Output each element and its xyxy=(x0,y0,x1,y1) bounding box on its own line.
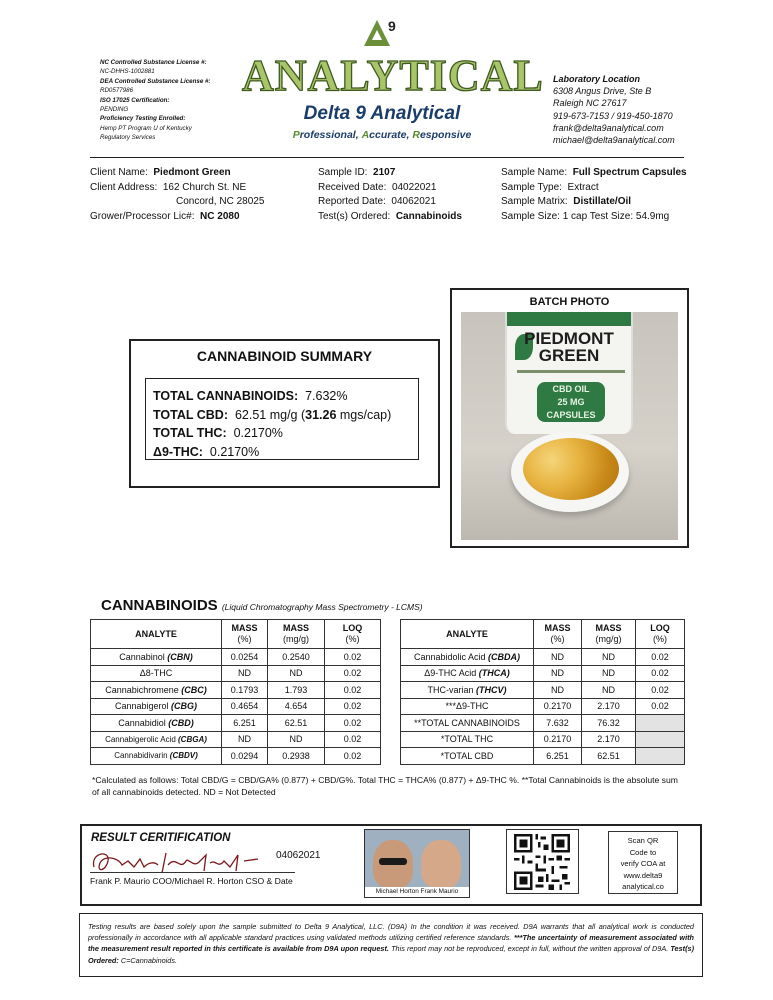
method-label: (Liquid Chromatography Mass Spectrometry - LCMS) xyxy=(221,602,423,612)
sample-type: Extract xyxy=(567,181,599,193)
calculation-note: *Calculated as follows: Total CBD/G = CBD/GA% (0.877) + CBD/G%. Total THC = THCA% (0.877) + Δ9-THC %. **Total Cannabinoids is the absolute sum of all cannabinoids detected. ND = Not Detected xyxy=(92,775,678,797)
license-block xyxy=(100,58,250,143)
license-value: PENDING xyxy=(100,106,129,114)
sample-name: Full Spectrum Capsules xyxy=(572,167,687,178)
signatory-names: Frank P. Maurio COO/Michael R. Horton CSO & Date xyxy=(90,876,293,886)
received-date: 04022021 xyxy=(391,181,437,193)
sample-id: 2107 xyxy=(373,167,396,178)
certification-title: RESULT CERITIFICATION xyxy=(91,832,231,844)
scan-qr-instructions: Scan QR Code to verify COA at www.delta9 analytical.co xyxy=(608,831,678,894)
client-name: Piedmont Green xyxy=(153,167,231,178)
license-value: Regulatory Services xyxy=(100,134,156,142)
table-row: Cannabigerol (CBG) 0.4654 4.654 0.02 ***Δ9-THC 0.2170 2.170 0.02 xyxy=(91,698,685,715)
lab-email-frank[interactable]: frank@delta9analytical.com xyxy=(553,122,664,133)
jar-brand: PIEDMONT GREEN xyxy=(524,329,614,365)
table-row: Cannabigerolic Acid (CBGA) ND ND 0.02 *TOTAL THC 0.2170 2.170 xyxy=(91,731,685,748)
table-row: Cannabidivarin (CBDV) 0.0294 0.2938 0.02 *TOTAL CBD 6.251 62.51 xyxy=(91,748,685,765)
license-title: Proficiency Testing Enrolled: xyxy=(100,115,186,123)
lab-address-line: 6308 Angus Drive, Ste B xyxy=(553,86,652,97)
summary-total-cannabinoids: 7.632% xyxy=(305,389,348,403)
sample-size: Sample Size: 1 cap Test Size: 54.9mg xyxy=(501,210,670,222)
header-divider xyxy=(90,157,684,158)
table-row: Δ8-THC ND ND 0.02 Δ9-THC Acid (THCA) ND ND 0.02 xyxy=(91,665,685,682)
summary-cbd-per-cap: 31.26 xyxy=(305,407,337,422)
client-city: Concord, NC 28025 xyxy=(176,196,265,207)
summary-d9-thc: 0.2170% xyxy=(209,444,260,459)
lab-email-michael[interactable]: michael@delta9analytical.com xyxy=(553,135,675,146)
reported-date: 04062021 xyxy=(391,196,436,207)
table-row: Cannabichromene (CBC) 0.1793 1.793 0.02 THC-varian (THCV) ND ND 0.02 xyxy=(91,682,685,699)
softgel-capsules xyxy=(523,438,619,500)
certification-date: 04062021 xyxy=(276,850,321,861)
license-value: NC-DHHS-1002881 xyxy=(100,68,155,76)
client-address: 162 Church St. NE xyxy=(162,181,247,193)
summary-total-cbd: 62.51 mg/g ( xyxy=(234,407,306,422)
license-title: NC Controlled Substance License #: xyxy=(100,59,207,66)
logo-tagline: Professional, Accurate, Responsive xyxy=(292,129,472,141)
sample-details: Sample Name: Full Spectrum Capsules Sample Type: Extract Sample Matrix: Distillate/Oil Sample Size: 1 cap Test Size: 54.9mg xyxy=(501,166,701,224)
lab-phone: 919-673-7153 / 919-450-1870 xyxy=(553,110,673,121)
client-info: Client Name: Piedmont Green Client Address: 162 Church St. NE Concord, NC 28025 Grower/Processor Lic#: NC 2080 xyxy=(90,166,310,224)
summary-values: TOTAL CANNABINOIDS: 7.632% TOTAL CBD: 62.51 mg/g (31.26 mgs/cap) TOTAL THC: 0.2170% Δ9-THC: 0.2170% xyxy=(145,378,419,460)
sample-dates: Sample ID: 2107 Received Date: 04022021 Reported Date: 04062021 Test(s) Ordered: Cannabinoids xyxy=(318,167,462,222)
logo-nine: 9 xyxy=(388,18,396,34)
disclaimer: Testing results are based solely upon the sample submitted to Delta 9 Analytical, LLC. (D9A) In the condition it was received. D9A warrants that all analytical work is conducted professionally in accordance with all applicable standard practices using validated methods utilizing certified reference standards. ***The uncertainty of measurement associated with the measurement result reported in this certificate is available from D9A upon request. This report may not be reproduced, except in full, without the written approval of D9A. Test(s) Ordered: C=Cannabinoids. xyxy=(79,913,703,977)
product-jar xyxy=(505,312,633,434)
batch-photo-title: BATCH PHOTO xyxy=(529,296,610,308)
license-title: ISO 17025 Certification: xyxy=(100,96,170,104)
summary-title: CANNABINOID SUMMARY xyxy=(196,348,373,364)
cannabinoids-table xyxy=(90,619,685,765)
signature-line xyxy=(90,872,295,873)
signature-image xyxy=(88,843,268,879)
lab-city-line: Raleigh NC 27617 xyxy=(553,98,627,109)
cannabinoids-title: CANNABINOIDS (Liquid Chromatography Mass Spectrometry - LCMS) xyxy=(101,597,423,614)
batch-photo xyxy=(461,312,678,540)
sample-matrix: Distillate/Oil xyxy=(573,196,632,207)
table-row: Cannabidiol (CBD) 6.251 62.51 0.02 **TOTAL CANNABINOIDS 7.632 76.32 xyxy=(91,715,685,732)
tests-ordered: Cannabinoids xyxy=(395,210,462,222)
summary-total-thc: 0.2170% xyxy=(233,426,283,440)
client-license: NC 2080 xyxy=(200,210,240,222)
person-horton xyxy=(373,840,413,888)
license-title: DEA Controlled Substance License #: xyxy=(100,77,211,85)
lab-location xyxy=(553,73,753,146)
person-maurio xyxy=(421,840,461,888)
license-value: RD0577986 xyxy=(100,87,134,95)
signatories-photo xyxy=(364,829,470,898)
delta-triangle-icon xyxy=(364,20,390,46)
table-header-row: ANALYTE MASS (%) MASS (mg/g) LOQ (%) ANALYTE MASS (%) MASS (mg/g) LOQ (%) xyxy=(91,620,685,649)
qr-code-icon[interactable] xyxy=(514,834,570,890)
logo-wordmark: ANALYTICAL xyxy=(242,51,544,100)
lab-location-title: Laboratory Location xyxy=(553,74,641,84)
table-row: Cannabinol (CBN) 0.0254 0.2540 0.02 Cannabidolic Acid (CBDA) ND ND 0.02 xyxy=(91,649,685,666)
license-value: Hemp PT Program U of Kentucky xyxy=(100,124,192,132)
logo-company-name: Delta 9 Analytical xyxy=(303,103,461,124)
photo-caption: Michael Horton Frank Maurio xyxy=(365,887,469,897)
jar-label: CBD OIL 25 MG CAPSULES xyxy=(537,382,605,422)
